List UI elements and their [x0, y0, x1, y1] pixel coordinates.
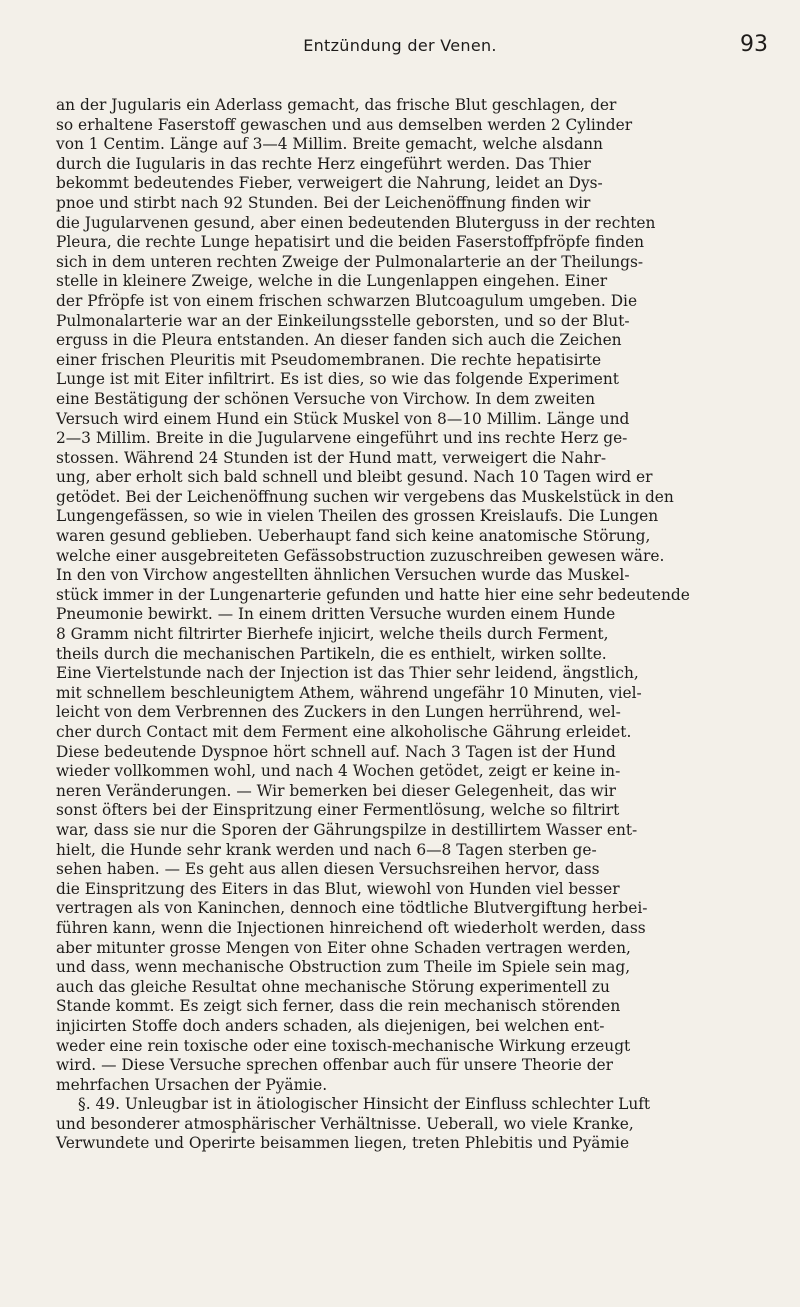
- text-line: der Pfröpfe ist von einem frischen schwarzen Blutcoagulum umgeben. Die: [56, 291, 638, 310]
- text-line: mit schnellem beschleunigtem Athem, während ungefähr 10 Minuten, viel-: [56, 683, 642, 702]
- text-line: und besonderer atmosphärischer Verhältnisse. Ueberall, wo viele Kranke,: [56, 1114, 634, 1133]
- text-line: sich in dem unteren rechten Zweige der Pulmonalarterie an der Theilungs-: [56, 252, 644, 271]
- text-line: wird. — Diese Versuche sprechen offenbar auch für unsere Theorie der: [56, 1056, 614, 1075]
- text-line: Pulmonalarterie war an der Einkeilungsstelle geborsten, und so der Blut-: [56, 311, 630, 330]
- text-line: §. 49. Unleugbar ist in ätiologischer Hinsicht der Einfluss schlechter Luft: [78, 1095, 651, 1114]
- text-line: vertragen als von Kaninchen, dennoch eine tödtliche Blutvergiftung herbei-: [56, 899, 648, 918]
- text-line: waren gesund geblieben. Ueberhaupt fand sich keine anatomische Störung,: [56, 527, 651, 546]
- text-line: sonst öfters bei der Einspritzung einer Fermentlösung, welche so filtrirt: [56, 801, 620, 820]
- text-line: Lunge ist mit Eiter infiltrirt. Es ist dies, so wie das folgende Experiment: [56, 370, 619, 389]
- text-line: mehrfachen Ursachen der Pyämie.: [56, 1075, 328, 1094]
- text-line: injicirten Stoffe doch anders schaden, als diejenigen, bei welchen ent-: [56, 1016, 605, 1035]
- text-line: stück immer in der Lungenarterie gefunden und hatte hier eine sehr bedeutende: [56, 585, 690, 604]
- text-line: einer frischen Pleuritis mit Pseudomembranen. Die rechte hepatisirte: [56, 350, 602, 369]
- text-line: Pneumonie bewirkt. — In einem dritten Versuche wurden einem Hunde: [56, 605, 616, 624]
- text-line: theils durch die mechanischen Partikeln, die es enthielt, wirken sollte.: [56, 644, 607, 663]
- body-text: [56, 96, 762, 1154]
- text-line: getödet. Bei der Leichenöffnung suchen wir vergebens das Muskelstück in den: [56, 487, 674, 506]
- text-line: 2—3 Millim. Breite in die Jugularvene eingeführt und ins rechte Herz ge-: [56, 429, 628, 448]
- text-line: so erhaltene Faserstoff gewaschen und aus demselben werden 2 Cylinder: [56, 115, 633, 134]
- text-line: leicht von dem Verbrennen des Zuckers in den Lungen herrührend, wel-: [56, 703, 621, 722]
- text-line: ung, aber erholt sich bald schnell und bleibt gesund. Nach 10 Tagen wird er: [56, 468, 653, 487]
- text-line: Eine Viertelstunde nach der Injection ist das Thier sehr leidend, ängstlich,: [56, 664, 639, 683]
- text-line: Lungengefässen, so wie in vielen Theilen des grossen Kreislaufs. Die Lungen: [56, 507, 659, 526]
- running-head-title: Entzündung der Venen.: [303, 36, 497, 55]
- text-line: Diese bedeutende Dyspnoe hört schnell auf. Nach 3 Tagen ist der Hund: [56, 742, 616, 761]
- text-line: sehen haben. — Es geht aus allen diesen Versuchsreihen hervor, dass: [56, 860, 600, 879]
- text-line: auch das gleiche Resultat ohne mechanische Störung experimentell zu: [56, 977, 610, 996]
- text-line: bekommt bedeutendes Fieber, verweigert die Nahrung, leidet an Dys-: [56, 174, 603, 193]
- text-line: Pleura, die rechte Lunge hepatisirt und die beiden Faserstoffpfröpfe finden: [56, 233, 645, 252]
- text-line: welche einer ausgebreiteten Gefässobstruction zuzuschreiben gewesen wäre.: [56, 546, 665, 565]
- text-line: eine Bestätigung der schönen Versuche von Virchow. In dem zweiten: [56, 389, 596, 408]
- text-line: weder eine rein toxische oder eine toxisch-mechanische Wirkung erzeugt: [56, 1036, 631, 1055]
- text-line: cher durch Contact mit dem Ferment eine alkoholische Gährung erleidet.: [56, 723, 632, 741]
- text-line: war, dass sie nur die Sporen der Gährungspilze in destillirtem Wasser ent-: [56, 820, 638, 839]
- running-head: [0, 0, 800, 90]
- text-line: an der Jugularis ein Aderlass gemacht, das frische Blut geschlagen, der: [56, 96, 617, 114]
- text-line: führen kann, wenn die Injectionen hinreichend oft wiederholt werden, dass: [56, 918, 646, 937]
- text-line: die Einspritzung des Eiters in das Blut, wiewohl von Hunden viel besser: [56, 879, 620, 898]
- text-line: hielt, die Hunde sehr krank werden und nach 6—8 Tagen sterben ge-: [56, 840, 597, 859]
- text-line: Versuch wird einem Hund ein Stück Muskel von 8—10 Millim. Länge und: [56, 409, 630, 428]
- text-line: pnoe und stirbt nach 92 Stunden. Bei der Leichenöffnung finden wir: [56, 193, 591, 212]
- text-line: stelle in kleinere Zweige, welche in die Lungenlappen eingehen. Einer: [56, 272, 608, 291]
- text-line: durch die Iugularis in das rechte Herz eingeführt werden. Das Thier: [56, 154, 591, 173]
- text-line: und dass, wenn mechanische Obstruction zum Theile im Spiele sein mag,: [56, 958, 631, 977]
- text-line: Verwundete und Operirte beisammen liegen, treten Phlebitis und Pyämie: [56, 1134, 630, 1153]
- text-line: wieder vollkommen wohl, und nach 4 Wochen getödet, zeigt er keine in-: [56, 762, 621, 781]
- text-line: neren Veränderungen. — Wir bemerken bei dieser Gelegenheit, das wir: [56, 781, 617, 800]
- text-line: erguss in die Pleura entstanden. An dieser fanden sich auch die Zeichen: [56, 331, 622, 350]
- text-line: stossen. Während 24 Stunden ist der Hund matt, verweigert die Nahr-: [56, 448, 607, 467]
- text-line: Stande kommt. Es zeigt sich ferner, dass die rein mechanisch störenden: [56, 997, 621, 1016]
- text-line: In den von Virchow angestellten ähnlichen Versuchen wurde das Muskel-: [56, 566, 630, 585]
- text-line: die Jugularvenen gesund, aber einen bedeutenden Bluterguss in der rechten: [56, 213, 656, 232]
- page-number: 93: [740, 32, 768, 57]
- text-line: von 1 Centim. Länge auf 3—4 Millim. Breite gemacht, welche alsdann: [56, 135, 603, 154]
- text-line: 8 Gramm nicht filtrirter Bierhefe injicirt, welche theils durch Ferment,: [56, 625, 609, 644]
- text-line: aber mitunter grosse Mengen von Eiter ohne Schaden vertragen werden,: [56, 938, 631, 957]
